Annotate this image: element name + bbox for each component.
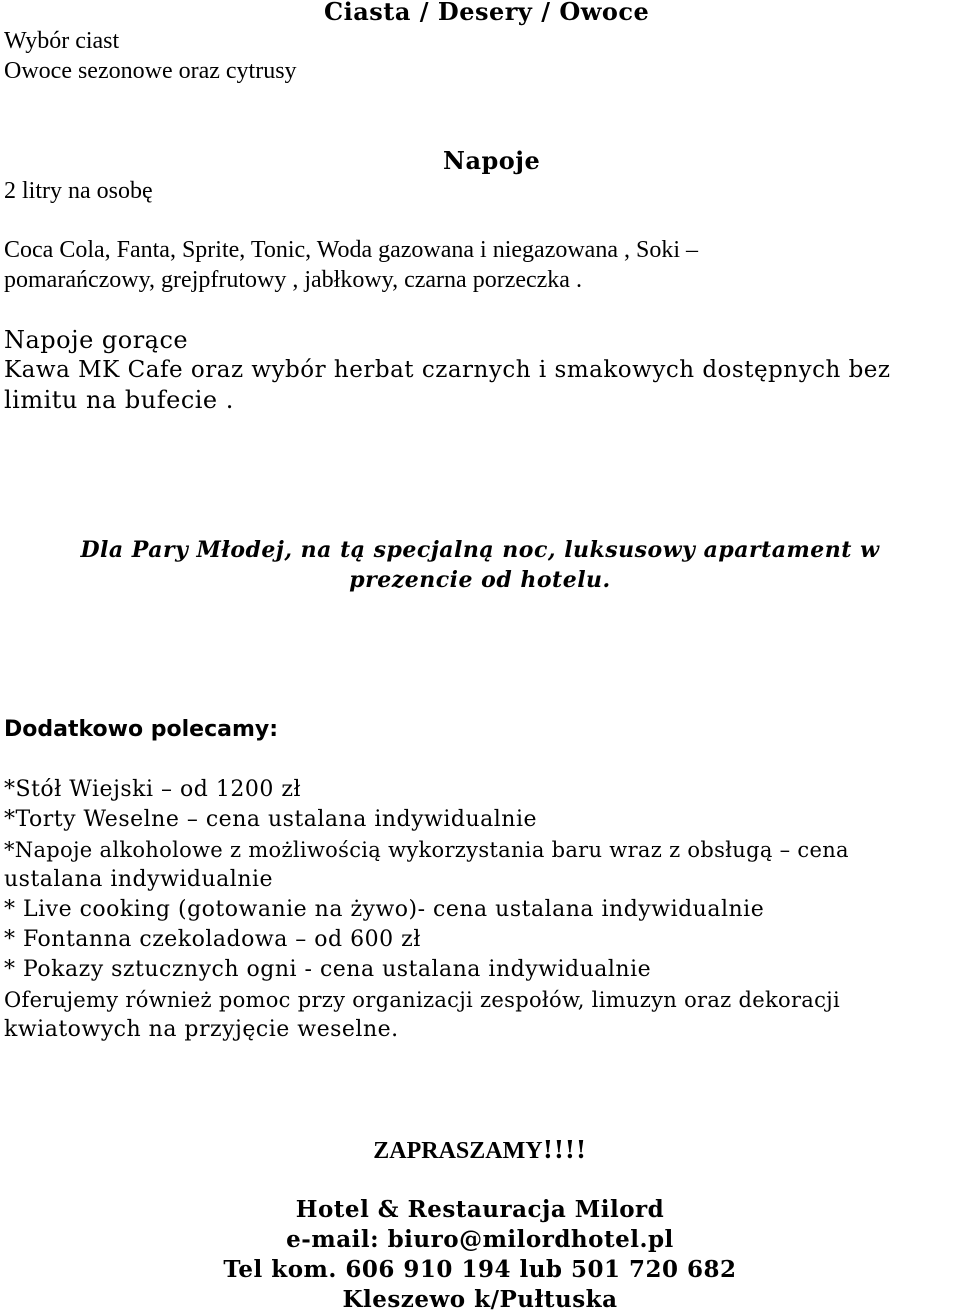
- couple-offer-line-1: Dla Pary Młodej, na tą specjalną noc, luksusowy apartament w: [80, 537, 880, 563]
- extras-item: * Fontanna czekoladowa – od 600 zł: [4, 927, 421, 952]
- hot-drinks-line-2: limitu na bufecie .: [4, 386, 234, 414]
- couple-offer-line-2: prezencie od hotelu.: [349, 567, 611, 593]
- footer-email: e-mail: biuro@milordhotel.pl: [286, 1226, 674, 1253]
- footer-phone: Tel kom. 606 910 194 lub 501 720 682: [223, 1256, 737, 1283]
- footer-invite-marks: !!!!: [542, 1135, 587, 1164]
- drinks-soft-line-1: Coca Cola, Fanta, Sprite, Tonic, Woda gazowana i niegazowana , Soki –: [4, 237, 698, 263]
- extras-item: kwiatowych na przyjęcie weselne.: [4, 1017, 399, 1042]
- extras-item: *Stół Wiejski – od 1200 zł: [4, 777, 302, 802]
- extras-item: Oferujemy również pomoc przy organizacji zespołów, limuzyn oraz dekoracji: [4, 988, 840, 1012]
- desserts-heading: Ciasta / Desery / Owoce: [324, 0, 650, 26]
- drinks-heading: Napoje: [443, 146, 541, 175]
- drinks-soft-line-2: pomarańczowy, grejpfrutowy , jabłkowy, czarna porzeczka .: [4, 267, 582, 293]
- footer-hotel-name: Hotel & Restauracja Milord: [295, 1196, 665, 1223]
- desserts-line-cakes: Wybór ciast: [4, 28, 120, 54]
- drinks-amount: 2 litry na osobę: [4, 178, 153, 204]
- hot-drinks-title: Napoje gorące: [4, 326, 189, 354]
- footer-invite-word: ZAPRASZAMY: [373, 1138, 543, 1164]
- hot-drinks-line-1: Kawa MK Cafe oraz wybór herbat czarnych i smakowych dostępnych bez: [4, 357, 891, 383]
- footer-address: Kleszewo k/Pułtuska: [342, 1286, 618, 1313]
- extras-item: *Napoje alkoholowe z możliwością wykorzystania baru wraz z obsługą – cena: [4, 838, 849, 862]
- extras-item: * Pokazy sztucznych ogni - cena ustalana indywidualnie: [4, 957, 652, 982]
- extras-heading: Dodatkowo polecamy:: [4, 717, 279, 742]
- extras-item: ustalana indywidualnie: [4, 867, 274, 892]
- extras-item: *Torty Weselne – cena ustalana indywidualnie: [4, 807, 538, 832]
- footer-invite: [0, 1135, 960, 1166]
- extras-item: * Live cooking (gotowanie na żywo)- cena ustalana indywidualnie: [4, 897, 765, 922]
- desserts-line-fruits: Owoce sezonowe oraz cytrusy: [4, 58, 297, 84]
